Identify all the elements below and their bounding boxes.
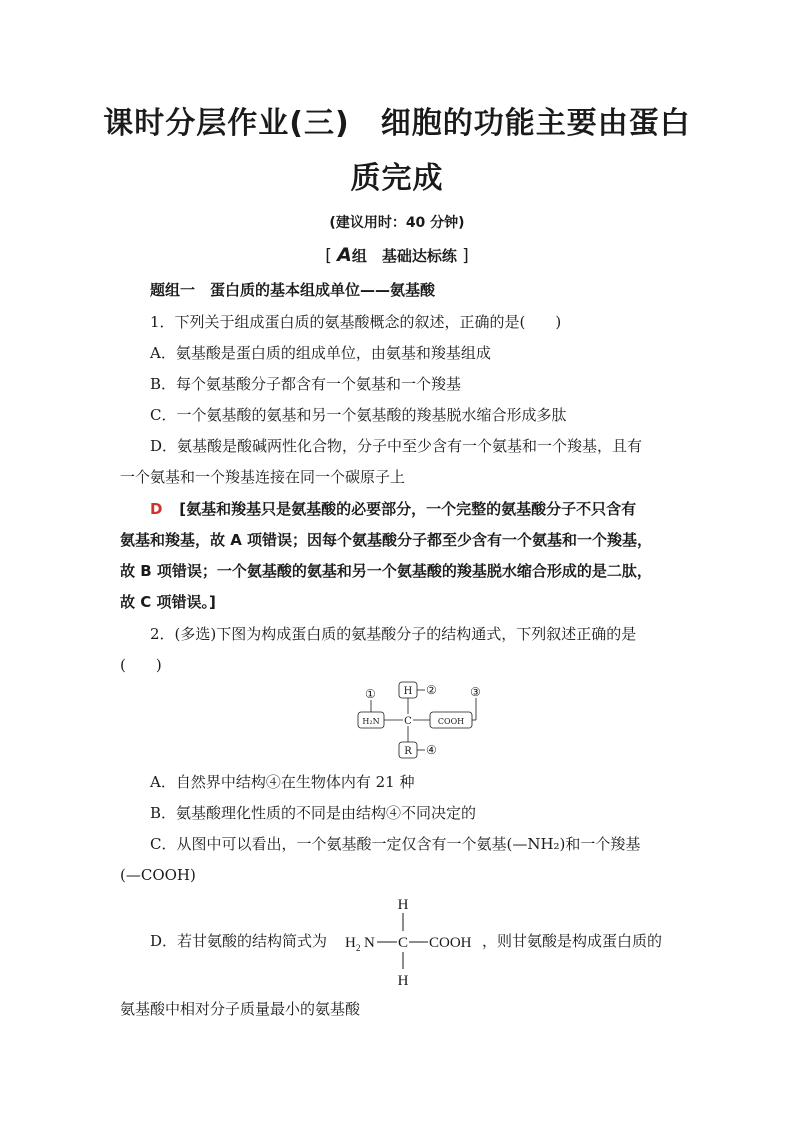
q1-option-c: C．一个氨基酸的氨基和另一个氨基酸的羧基脱水缩合形成多肽 [150, 406, 567, 424]
group-bracket-close: ] [462, 246, 469, 266]
q1-option-d-line1: D．氨基酸是酸碱两性化合物，分子中至少含有一个氨基和一个羧基，且有 [150, 437, 643, 455]
suggested-time: (建议用时：40 分钟) [329, 215, 465, 231]
q1-explanation-line1 [150, 499, 636, 519]
q1-answer: D [150, 500, 163, 518]
q2-option-d-pre: D．若甘氨酸的结构简式为 [150, 932, 328, 950]
diagram-label-2: ② [426, 683, 437, 697]
group-bracket-open: [ [325, 246, 332, 266]
q2-stem-line2: ( ) [120, 656, 162, 674]
q2-option-b: B．氨基酸理化性质的不同是由结构④不同决定的 [150, 804, 477, 822]
diagram-label-4: ④ [426, 743, 437, 757]
q2-stem-line1: 2．(多选)下图为构成蛋白质的氨基酸分子的结构通式，下列叙述正确的是 [150, 625, 637, 643]
formula-h-top: H [397, 897, 409, 913]
q1-explanation-line4: 故 C 项错误。] [120, 593, 216, 611]
formula-c: C [397, 935, 409, 951]
q2-option-d-line2: 氨基酸中相对分子质量最小的氨基酸 [120, 1000, 361, 1018]
q1-explanation-line2: 氨基和羧基，故 A 项错误；因每个氨基酸分子都至少含有一个氨基和一个羧基， [120, 531, 653, 549]
q1-explanation-text1: [氨基和羧基只是氨基酸的必要部分，一个完整的氨基酸分子不只含有 [179, 500, 637, 518]
diagram-c: C [404, 716, 412, 727]
q2-option-c-line2: (—COOH) [120, 866, 196, 884]
group-letter: A [337, 244, 352, 266]
q2-option-a: A．自然界中结构④在生物体内有 21 种 [150, 773, 415, 791]
formula-sub2: 2 [356, 943, 361, 953]
diagram-h2n: H₂N [362, 717, 380, 726]
section-heading: 题组一 蛋白质的基本组成单位——氨基酸 [150, 281, 436, 299]
formula-h2: H [345, 935, 356, 951]
group-label: 组 基础达标练 [351, 247, 457, 265]
diagram-label-3: ③ [470, 685, 481, 699]
q2-option-c-line1: C．从图中可以看出，一个氨基酸一定仅含有一个氨基(—NH₂)和一个羧基 [150, 835, 641, 853]
diagram-label-1: ① [365, 687, 376, 701]
formula-n: N [364, 935, 375, 951]
amino-acid-structure-diagram [350, 678, 490, 760]
q1-explanation-line3: 故 B 项错误；一个氨基酸的氨基和另一个氨基酸的羧基脱水缩合形成的是二肽， [120, 562, 652, 580]
page-title-line1: 课时分层作业(三) 细胞的功能主要由蛋白 [103, 106, 691, 141]
page-title-line2: 质完成 [350, 161, 444, 196]
diagram-r: R [404, 746, 412, 757]
diagram-cooh: COOH [437, 717, 465, 726]
formula-h-bottom: H [397, 973, 409, 989]
q2-option-d-post: ，则甘氨酸是构成蛋白质的 [482, 932, 663, 950]
q1-option-a: A．氨基酸是蛋白质的组成单位，由氨基和羧基组成 [150, 344, 491, 362]
q1-option-b: B．每个氨基酸分子都含有一个氨基和一个羧基 [150, 375, 462, 393]
diagram-h: H [403, 686, 413, 697]
q1-option-d-line2: 一个氨基和一个羧基连接在同一个碳原子上 [120, 468, 406, 486]
q1-stem: 1．下列关于组成蛋白质的氨基酸概念的叙述，正确的是( ) [150, 313, 562, 331]
glycine-formula [345, 893, 480, 989]
formula-cooh: COOH [429, 935, 472, 951]
group-heading [0, 244, 794, 266]
